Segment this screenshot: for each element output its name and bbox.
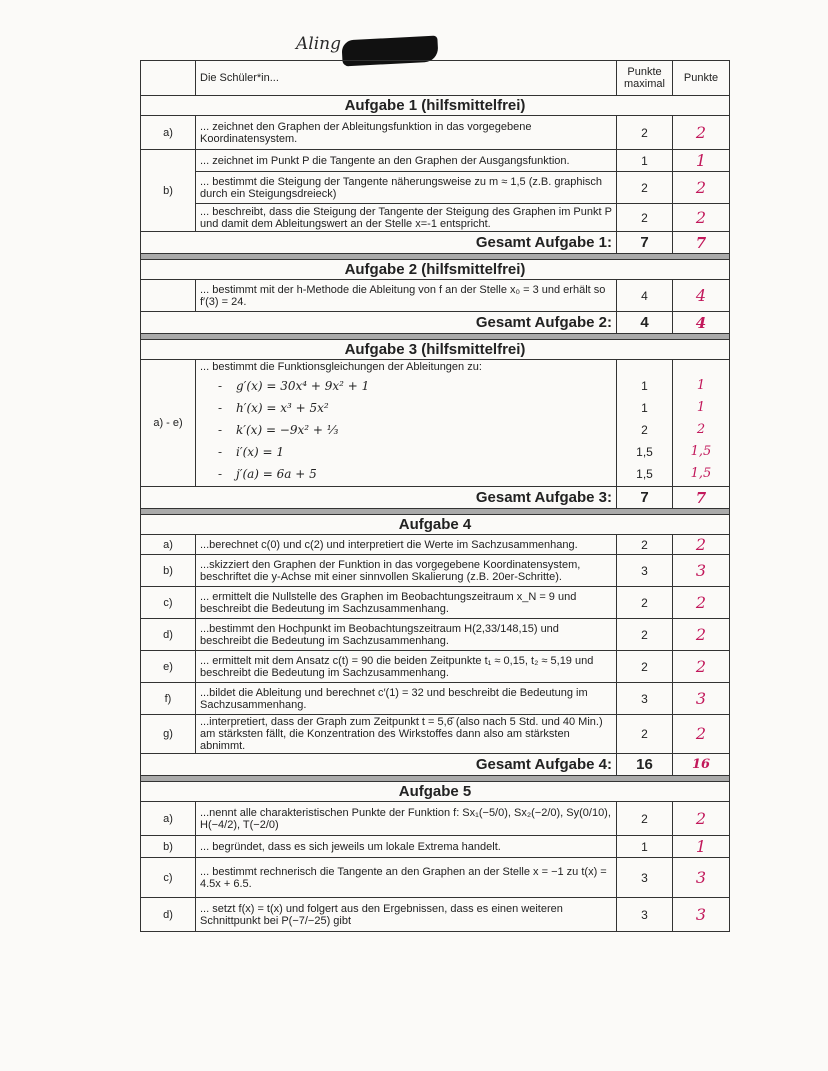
total-row: Gesamt Aufgabe 1: 7 7 [141, 232, 730, 254]
header-points: Punkte [673, 61, 730, 96]
table-row: c) ... ermittelt die Nullstelle des Graphen im Beobachtungszeitraum x_N = 9 und beschreibt die Bedeutung im Sachzusammenhang. 2 2 [141, 587, 730, 619]
total-row: Gesamt Aufgabe 4: 16 16 [141, 754, 730, 776]
total-row: Gesamt Aufgabe 3: 7 7 [141, 487, 730, 509]
task1-title: Aufgabe 1 (hilfsmittelfrei) [141, 96, 730, 116]
table-row: a) ...berechnet c(0) und c(2) und interpretiert die Werte im Sachzusammenhang. 2 2 [141, 535, 730, 555]
handwritten-score: 4 [673, 280, 730, 312]
handwritten-score: 1 [673, 150, 730, 172]
table-row: f) ...bildet die Ableitung und berechnet c′(1) = 32 und beschreibt die Bedeutung im Sachzusammenhang. 3 3 [141, 683, 730, 715]
student-name: Aling [296, 34, 341, 54]
handwritten-score: 3 [673, 555, 730, 587]
total-row: Gesamt Aufgabe 2: 4 4 [141, 312, 730, 334]
handwritten-score: 2 [673, 619, 730, 651]
table-row: b) ... begründet, dass es sich jeweils um lokale Extrema handelt. 1 1 [141, 836, 730, 858]
handwritten-score: 1 1 2 1,5 1,5 [673, 360, 730, 487]
handwritten-score: 3 [673, 858, 730, 898]
table-row: ... beschreibt, dass die Steigung der Tangente der Steigung des Graphen im Punkt P und damit dem Ableitungswert an der Stelle x=-1 entspricht. 2 2 [141, 204, 730, 232]
handwritten-score: 2 [673, 587, 730, 619]
table-row: a) ... zeichnet den Graphen der Ableitungsfunktion in das vorgegebene Koordinatensystem. 2 2 [141, 116, 730, 150]
handwritten-score: 3 [673, 898, 730, 932]
handwritten-score: 3 [673, 683, 730, 715]
header-points-max: Punkte maximal [617, 61, 673, 96]
table-row: a) - e) ... bestimmt die Funktionsgleichungen der Ableitungen zu: - g′(x) = 30x⁴ + 9x² + 1 - h′(x) = x³ + 5x² - k′(x) = −9x² + ⅓ - i′(x) = 1 - j′(a) = 6a + 5 1 1 2 1,5 1,5 1 1 2 1,5 1,5 [141, 360, 730, 487]
table-row: e) ... ermittelt mit dem Ansatz c(t) = 90 die beiden Zeitpunkte t₁ ≈ 0,15, t₂ ≈ 5,19 und beschreibt die Bedeutung im Sachzusammenhang. 2 2 [141, 651, 730, 683]
task5-title: Aufgabe 5 [141, 782, 730, 802]
handwritten-score: 2 [673, 535, 730, 555]
table-row: a) ...nennt alle charakteristischen Punkte der Funktion f: Sx₁(−5/0), Sx₂(−2/0), Sy(0/10), H(−4/2), T(−2/0) 2 2 [141, 802, 730, 836]
table-row: c) ... bestimmt rechnerisch die Tangente an den Graphen an der Stelle x = −1 zu t(x) = 4.5x + 6.5. 3 3 [141, 858, 730, 898]
table-row: b) ... zeichnet im Punkt P die Tangente an den Graphen der Ausgangsfunktion. 1 1 [141, 150, 730, 172]
task4-title: Aufgabe 4 [141, 515, 730, 535]
table-row: ... bestimmt mit der h-Methode die Ableitung von f an der Stelle x₀ = 3 und erhält so f′(3) = 24. 4 4 [141, 280, 730, 312]
header-row [141, 61, 730, 96]
table-row: ... bestimmt die Steigung der Tangente näherungsweise zu m ≈ 1,5 (z.B. graphisch durch ein Steigungsdreieck) 2 2 [141, 172, 730, 204]
handwritten-score: 2 [673, 651, 730, 683]
task3-title: Aufgabe 3 (hilfsmittelfrei) [141, 340, 730, 360]
header-student: Die Schüler*in... [196, 61, 617, 96]
table-row: g) ...interpretiert, dass der Graph zum Zeitpunkt t = 5,6̄ (also nach 5 Std. und 40 Min.) am stärksten fällt, die Konzentration des Wirkstoffes dann also am stärksten abnimmt. 2 2 [141, 715, 730, 754]
grading-table [140, 60, 730, 932]
handwritten-score: 2 [673, 715, 730, 754]
table-row: d) ...bestimmt den Hochpunkt im Beobachtungszeitraum H(2,33/148,15) und beschreibt die Bedeutung im Sachzusammenhang. 2 2 [141, 619, 730, 651]
task2-title: Aufgabe 2 (hilfsmittelfrei) [141, 260, 730, 280]
handwritten-score: 2 [673, 204, 730, 232]
handwritten-score: 2 [673, 116, 730, 150]
handwritten-score: 2 [673, 172, 730, 204]
handwritten-score: 2 [673, 802, 730, 836]
handwritten-score: 1 [673, 836, 730, 858]
table-row: d) ... setzt f(x) = t(x) und folgert aus den Ergebnissen, dass es einen weiteren Schnittpunkt bei P(−7/−25) gibt 3 3 [141, 898, 730, 932]
table-row: b) ...skizziert den Graphen der Funktion in das vorgegebene Koordinatensystem, beschriftet die y-Achse mit einer sinnvollen Skalierung (z.B. 20er-Schritte). 3 3 [141, 555, 730, 587]
